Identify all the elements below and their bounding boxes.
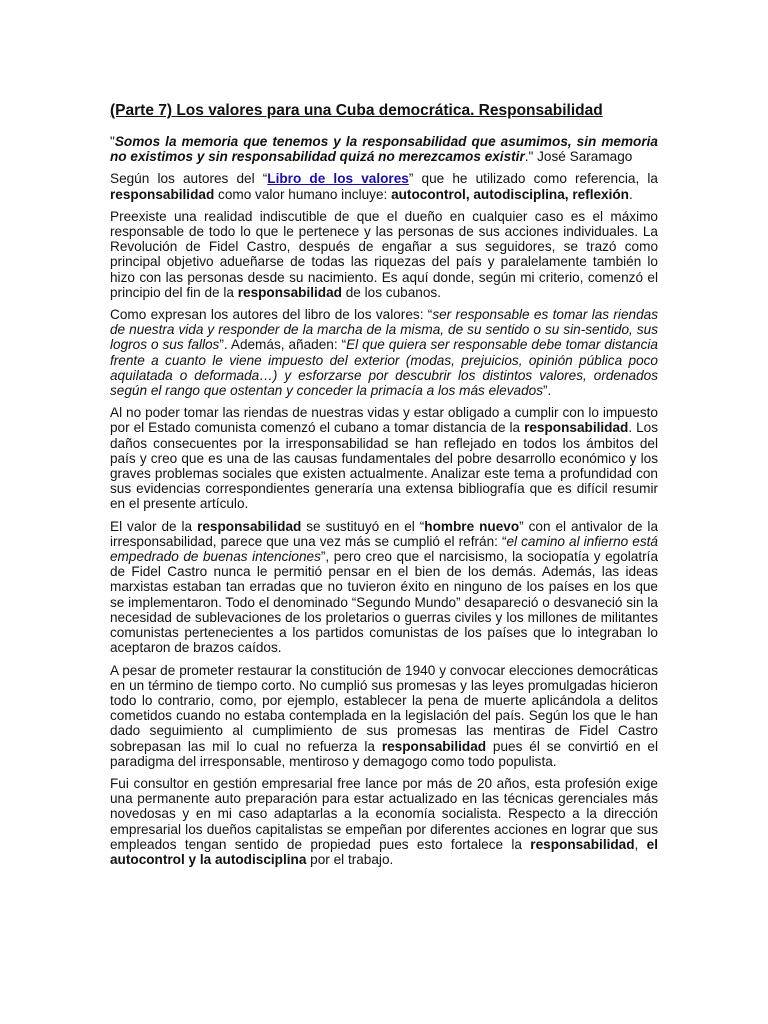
saramago-quote: "Somos la memoria que tenemos y la responsabilidad que asumimos, sin memoria no existimos y sin responsabilidad quizá no merezcamos existir." José Saramago	[110, 134, 658, 165]
paragraph-4: Al no poder tomar las riendas de nuestras vidas y estar obligado a cumplir con lo impuesto por el Estado comunista comenzó el cubano a tomar distancia de la responsabilidad. Los daños consecuentes por la irresponsabilidad se han reflejado en todos los ámbitos del país y creo que es una de las causas fundamentales del pobre desarrollo económico y los graves problemas sociales que existen actualmente. Analizar este tema a profundidad con sus evidencias correspondientes generaría una extensa bibliografía que es difícil resumir en el presente artículo.	[110, 405, 658, 512]
document-title: (Parte 7) Los valores para una Cuba democrática. Responsabilidad	[110, 102, 603, 119]
paragraph-6: A pesar de prometer restaurar la constitución de 1940 y convocar elecciones democráticas en un término de tiempo corto. No cumplió sus promesas y las leyes promulgadas hicieron todo lo contrario, como, por ejemplo, establecer la pena de muerte aplicándola a delitos cometidos cuando no estaba contemplada en la legislación del país. Según los que le han dado seguimiento al cumplimiento de sus promesas las mentiras de Fidel Castro sobrepasan las mil lo cual no refuerza la responsabilidad pues él se convirtió en el paradigma del irresponsable, mentiroso y demagogo como todo populista.	[110, 662, 658, 769]
paragraph-2: Preexiste una realidad indiscutible de que el dueño en cualquier caso es el máximo responsable de todo lo que le pertenece y las personas de sus acciones individuales. La Revolución de Fidel Castro, después de engañar a sus seguidores, se trazó como principal objetivo adueñarse de todas las riquezas del país y paralelamente también lo hizo con las personas desde su nacimiento. Es aquí donde, según mi criterio, comenzó el principio del fin de la responsabilidad de los cubanos.	[110, 208, 658, 300]
paragraph-7: Fui consultor en gestión empresarial free lance por más de 20 años, esta profesión exige una permanente auto preparación para estar actualizado en las técnicas gerenciales más novedosas y en mi caso adaptarlas a la economía socialista. Respecto a la dirección empresarial los dueños capitalistas se empeñan por diferentes acciones en lograr que sus empleados tengan sentido de propiedad pues esto fortalece la responsabilidad, el autocontrol y la autodisciplina por el trabajo.	[110, 775, 658, 867]
paragraph-1: Según los autores del “Libro de los valores” que he utilizado como referencia, la responsabilidad como valor humano incluye: autocontrol, autodisciplina, reflexión.	[110, 171, 658, 202]
paragraph-5: El valor de la responsabilidad se sustituyó en el “hombre nuevo” con el antivalor de la irresponsabilidad, parece que una vez más se cumplió el refrán: “el camino al infierno está empedrado de buenas intenciones”, pero creo que el narcisismo, la sociopatía y egolatría de Fidel Castro nunca le permitió pensar en el bien de los demás. Además, las ideas marxistas estaban tan erradas que no tuvieron éxito en ninguno de los países en los que se implementaron. Todo el denominado “Segundo Mundo” desapareció o desvaneció sin la necesidad de sublevaciones de los proletarios o guerras civiles y los millones de militantes comunistas pertenecientes a los partidos comunistas de los países que lo integraban lo aceptaron de brazos caídos.	[110, 518, 659, 656]
libro-de-los-valores-link[interactable]: Libro de los valores	[267, 171, 409, 187]
quote-author: José Saramago	[533, 149, 633, 165]
paragraph-3: Como expresan los autores del libro de los valores: “ser responsable es tomar las riendas de nuestra vida y responder de la marcha de la misma, de su sentido o su sin-sentido, sus logros o sus fallos”. Además, añaden: “El que quiera ser responsable debe tomar distancia frente a cuanto le viene impuesto del exterior (modas, prejuicios, opinión pública poco aquilatada o deformada…) y esforzarse por descubrir los distintos valores, ordenados según el rango que ostentan y conceder la primacía a los más elevados”.	[110, 307, 658, 399]
quote-text: Somos la memoria que tenemos y la responsabilidad que asumimos, sin memoria no existimos y sin responsabilidad quizá no merezcamos existir	[110, 134, 658, 165]
